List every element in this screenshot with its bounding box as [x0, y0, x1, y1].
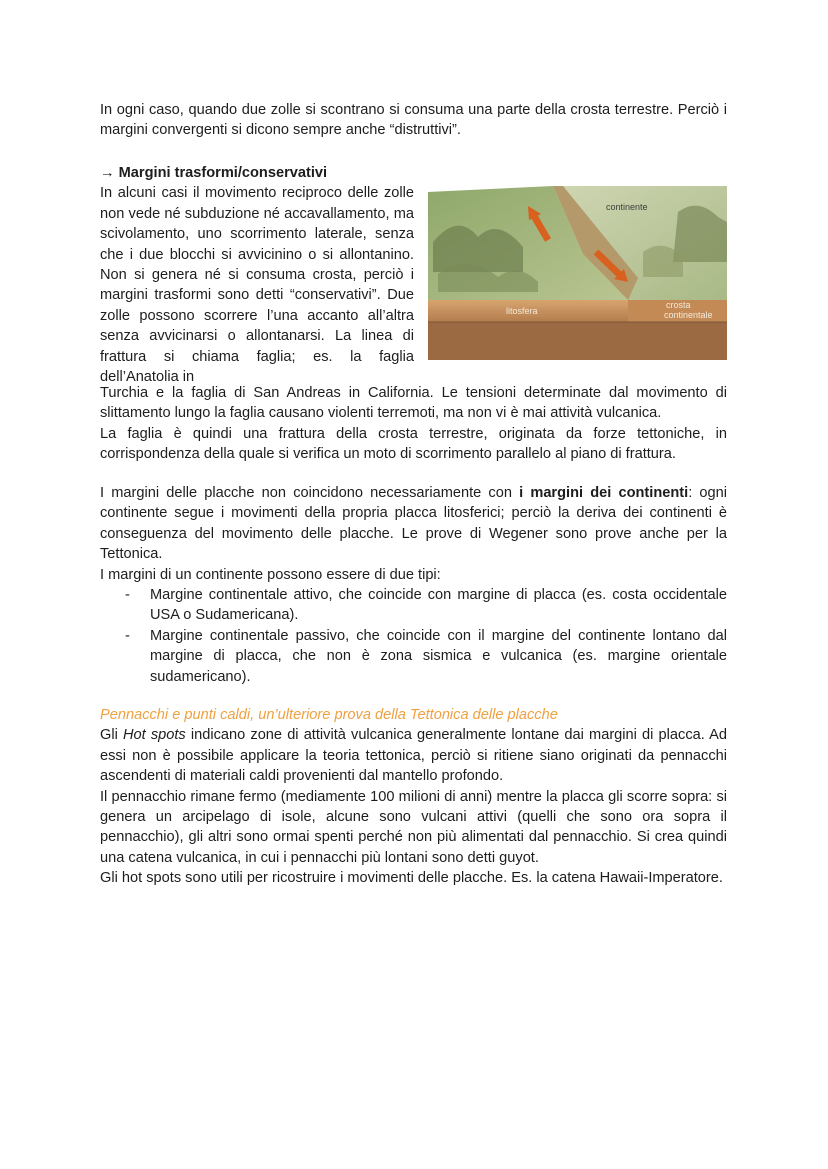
continents-text-after: : ogni continente segue i movimenti della propria placca litosferici; perciò la deriva dei continenti è conseguenza del movimento delle placche. Le prove di Wegener sono prove anche per la Tettonica.	[100, 485, 727, 563]
intro-section	[100, 100, 727, 141]
lithosphere-layer	[428, 322, 727, 360]
label-continente: continente	[606, 202, 648, 212]
hotspots-title: Pennacchi e punti caldi, un’ulteriore prova della Tettonica delle placche	[100, 707, 558, 723]
intro-paragraph: In ogni caso, quando due zolle si scontrano si consuma una parte della crosta terrestre. Perciò i margini convergenti si dicono sempre anche “distruttivi”.	[100, 102, 727, 139]
hotspots-paragraph-1	[100, 725, 727, 786]
transform-continued	[100, 383, 727, 465]
continents-text-before: I margini delle placche non coincidono necessariamente con	[100, 485, 520, 501]
transform-paragraph: In alcuni casi il movimento reciproco delle zolle non vede né subduzione né accavallamento, ma scivolamento, uno scorrimento laterale, senza che i due blocchi si avvicinino o si allontanino. Non si genera né si consuma crosta, perciò i margini trasformi sono detti “conservativi”. Due zolle possono scorrere l’una accanto all’altra senza avvicinarsi o allontanarsi. La linea di frattura si chiama faglia; es. la faglia dell’Anatolia in	[100, 185, 414, 386]
hotspots-text-before: Gli	[100, 727, 123, 744]
transform-wrapped-block	[100, 163, 414, 387]
label-continentale: continentale	[664, 310, 713, 320]
continent-types-intro: I margini di un continente possono essere di due tipi:	[100, 566, 441, 583]
continents-section	[100, 483, 727, 687]
label-litosfera: litosfera	[506, 306, 538, 316]
hotspots-paragraph-2: Il pennacchio rimane fermo (mediamente 100 milioni di anni) mentre la placca gli scorre sopra: si genera un arcipelago di isole, alcune sono vulcani attivi (quelli che sono ora sopra il pennacchio), gli altri sono ormai spenti perché non più alimentati dal pennacchio. Si crea quindi una catena vulcanica, in cui i pennacchi più lontani sono detti guyot.	[100, 788, 727, 866]
continent-types-list	[100, 585, 727, 687]
transform-fault-figure	[428, 182, 727, 360]
transform-continued-paragraph: Turchia e la faglia di San Andreas in California. Le tensioni determinate dal movimento di slittamento lungo la faglia causano violenti terremoti, ma non vi è mai attività vulcanica.	[100, 385, 727, 422]
fault-block-diagram	[428, 182, 727, 360]
fault-definition-paragraph: La faglia è quindi una frattura della crosta terrestre, originata da forze tettoniche, in corrispondenza della quale si verifica un moto di scorrimento parallelo al piano di frattura.	[100, 425, 727, 463]
hotspots-italic-term: Hot spots	[122, 727, 186, 744]
hotspots-section	[100, 705, 727, 889]
label-crosta: crosta	[666, 300, 691, 310]
hotspots-paragraph-3: Gli hot spots sono utili per ricostruire i movimenti delle placche. Es. la catena Hawaii-Imperatore.	[100, 870, 723, 887]
list-item: - Margine continentale passivo, che coincide con il margine del continente lontano dal margine di placca, che non è zona sismica e vulcanica (es. margine orientale sudamericano).	[100, 626, 727, 687]
list-item: - Margine continentale attivo, che coincide con margine di placca (es. costa occidentale USA o Sudamericana).	[100, 585, 727, 626]
continents-bold-term: i margini dei continenti	[519, 485, 689, 501]
hotspots-text-after: indicano zone di attività vulcanica generalmente lontane dai margini di placca. Ad essi non è possibile applicare la teoria tettonica, perciò si ritiene siano originati da pennacchi ascendenti di materiali caldi provenienti dal mantello profondo.	[100, 727, 727, 785]
transform-heading: → Margini trasformi/conservativi	[100, 165, 328, 181]
continents-paragraph	[100, 483, 727, 565]
